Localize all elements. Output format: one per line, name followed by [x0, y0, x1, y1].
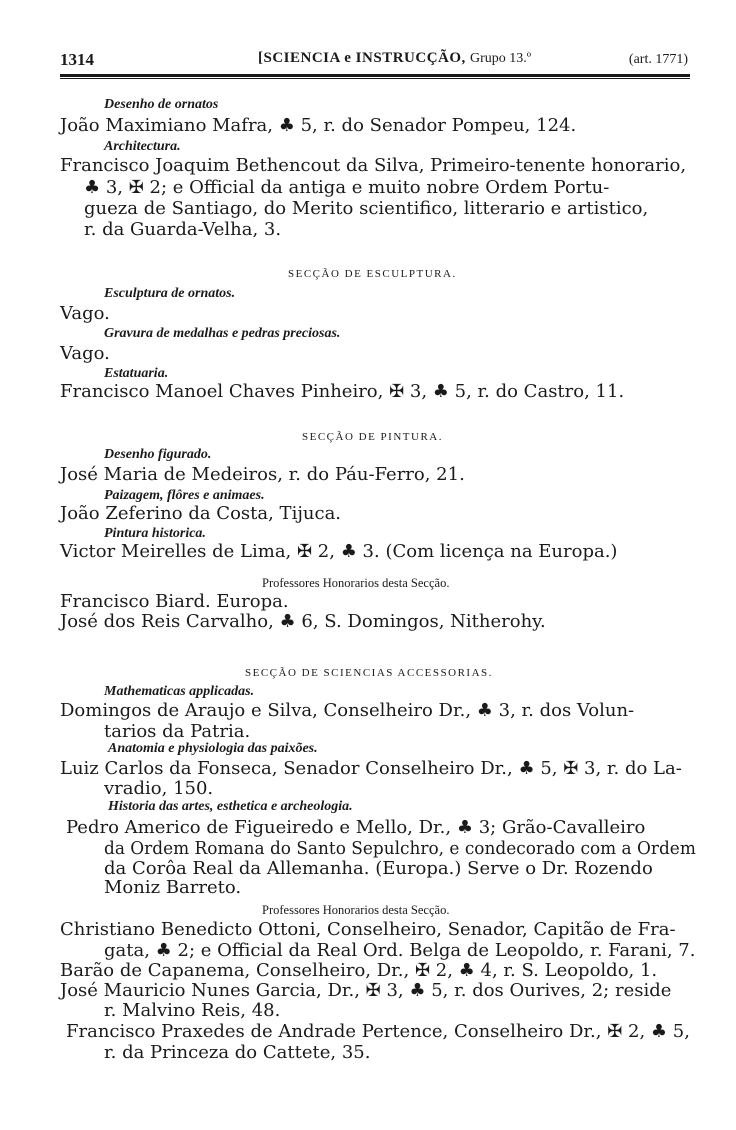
entry-line: José Mauricio Nunes Garcia, Dr., ✠ 3, ♣ 5, r. dos Ourives, 2; reside	[60, 980, 672, 1001]
entry-line-continued: gata, ♣ 2; e Official da Real Ord. Belga de Leopoldo, r. Farani, 7.	[104, 940, 696, 961]
subsection-heading: Desenho de ornatos	[104, 97, 219, 112]
entry-line-continued: Moniz Barreto.	[104, 877, 242, 898]
section-heading: SECÇÃO DE PINTURA.	[302, 431, 443, 443]
subsection-heading: Gravura de medalhas e pedras preciosas.	[104, 326, 341, 341]
entry-line: Francisco Praxedes de Andrade Pertence, Conselheiro Dr., ✠ 2, ♣ 5,	[66, 1021, 690, 1042]
entry-line-continued: gueza de Santiago, do Merito scientifico, litterario e artistico,	[84, 198, 649, 219]
subsection-heading: Esculptura de ornatos.	[104, 286, 236, 301]
entry-line-continued: da Corôa Real da Allemanha. (Europa.) Serve o Dr. Rozendo	[104, 858, 653, 879]
honorary-heading: Professores Honorarios desta Secção.	[262, 903, 450, 917]
section-heading: SECÇÃO DE ESCULPTURA.	[288, 268, 457, 280]
entry-line-continued: vradio, 150.	[104, 778, 214, 799]
section-title	[258, 50, 531, 67]
entry-line: José Maria de Medeiros, r. do Páu-Ferro, 21.	[60, 464, 465, 485]
entry-line-continued: tarios da Patria.	[104, 721, 251, 742]
subsection-heading: Estatuaria.	[104, 366, 169, 381]
entry-line: João Zeferino da Costa, Tijuca.	[60, 503, 342, 524]
entry-line-continued: r. da Guarda-Velha, 3.	[84, 219, 282, 240]
entry-line: Vago.	[60, 303, 110, 324]
entry-line: José dos Reis Carvalho, ♣ 6, S. Domingos, Nitherohy.	[60, 611, 546, 632]
entry-line: Pedro Americo de Figueiredo e Mello, Dr., ♣ 3; Grão-Cavalleiro	[66, 817, 646, 838]
group-label: Grupo 13.º	[470, 51, 532, 66]
header-rule-thin	[60, 78, 690, 79]
entry-line: Francisco Joaquim Bethencout da Silva, Primeiro-tenente honorario,	[60, 155, 687, 176]
subsection-heading: Architectura.	[104, 139, 181, 154]
entry-line: João Maximiano Mafra, ♣ 5, r. do Senador Pompeu, 124.	[60, 115, 577, 136]
subsection-heading: Historia das artes, esthetica e archeologia.	[108, 799, 353, 814]
entry-line-continued: ♣ 3, ✠ 2; e Official da antiga e muito nobre Ordem Portu-	[84, 177, 610, 198]
header-rule	[60, 74, 690, 77]
subsection-heading: Paizagem, flôres e animaes.	[104, 488, 265, 503]
entry-line: Victor Meirelles de Lima, ✠ 2, ♣ 3. (Com licença na Europa.)	[60, 541, 618, 562]
entry-line: Barão de Capanema, Conselheiro, Dr., ✠ 2, ♣ 4, r. S. Leopoldo, 1.	[60, 960, 658, 981]
entry-line: Christiano Benedicto Ottoni, Conselheiro, Senador, Capitão de Fra-	[60, 919, 676, 940]
entry-line-continued: da Ordem Romana do Santo Sepulchro, e condecorado com a Ordem	[104, 838, 696, 859]
section-heading: SECÇÃO DE SCIENCIAS ACCESSORIAS.	[245, 667, 493, 679]
article-reference: (art. 1771)	[628, 52, 688, 67]
entry-line: Luiz Carlos da Fonseca, Senador Conselheiro Dr., ♣ 5, ✠ 3, r. do La-	[60, 758, 682, 779]
subsection-heading: Mathematicas applicadas.	[104, 684, 255, 699]
subsection-heading: Pintura historica.	[104, 526, 206, 541]
entry-line: Vago.	[60, 343, 110, 364]
page-number: 1314	[60, 50, 94, 69]
entry-line: Francisco Biard. Europa.	[60, 591, 289, 612]
honorary-heading: Professores Honorarios desta Secção.	[262, 576, 450, 590]
section-title-text: [SCIENCIA e INSTRUCÇÃO,	[258, 50, 466, 66]
subsection-heading: Anatomia e physiologia das paixões.	[108, 741, 318, 756]
entry-line: Domingos de Araujo e Silva, Conselheiro Dr., ♣ 3, r. dos Volun-	[60, 700, 635, 721]
running-header	[60, 50, 688, 72]
entry-line-continued: r. Malvino Reis, 48.	[104, 1000, 281, 1021]
entry-line-continued: r. da Princeza do Cattete, 35.	[104, 1042, 371, 1063]
subsection-heading: Desenho figurado.	[104, 447, 212, 462]
entry-line: Francisco Manoel Chaves Pinheiro, ✠ 3, ♣ 5, r. do Castro, 11.	[60, 381, 625, 402]
